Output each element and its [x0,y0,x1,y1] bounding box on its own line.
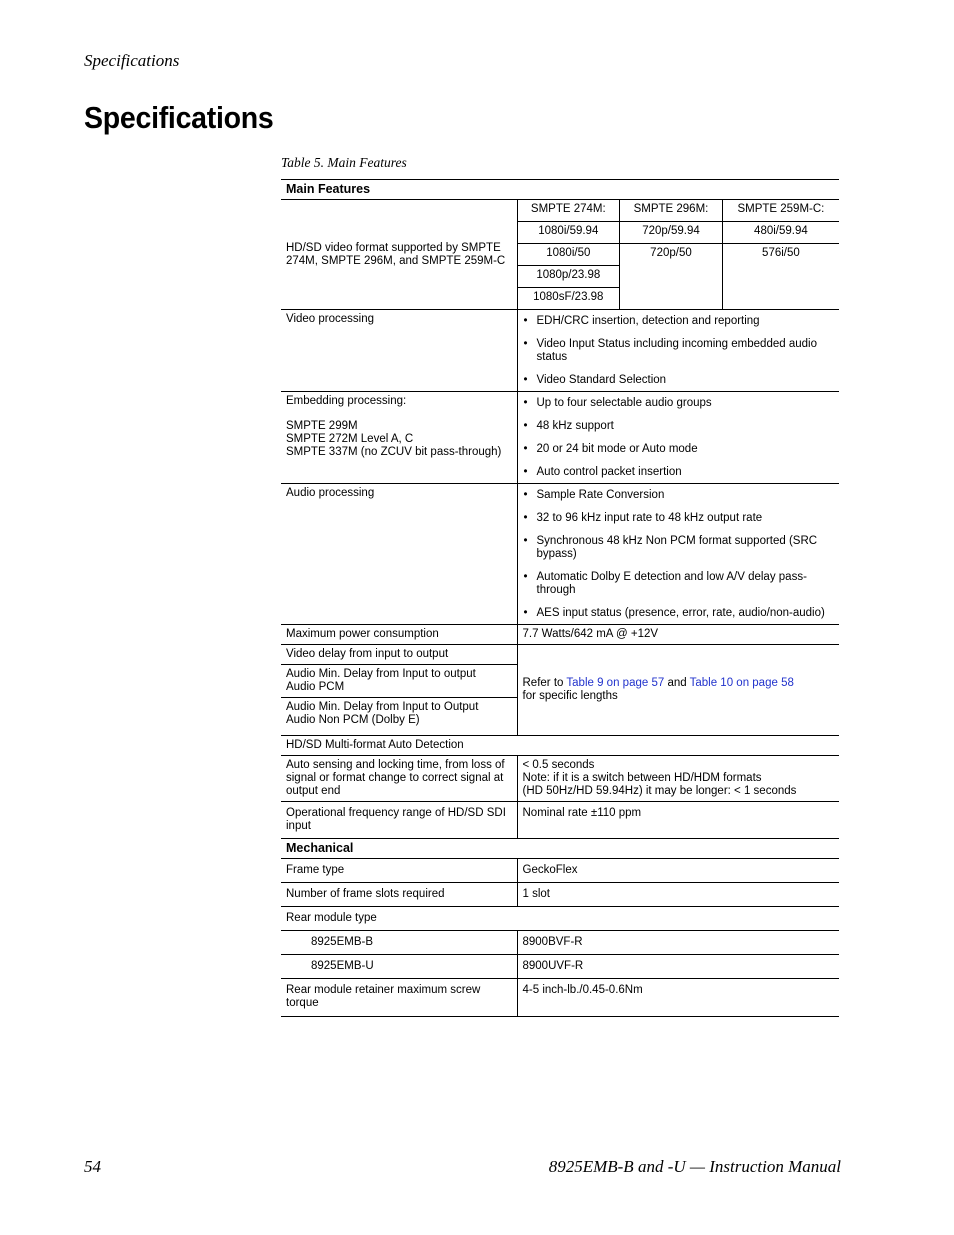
video-processing-list [523,315,835,387]
video-processing-item: • Video Input Status including incoming embedded audio status [523,338,835,364]
section-row-main [281,180,839,200]
power-value: 7.7 Watts/642 mA @ +12V [517,625,839,645]
main-features-table [281,179,839,1017]
embedding-list [523,397,835,479]
embedding-item: • Auto control packet insertion [523,466,835,479]
table-row [281,802,839,839]
audio-nonpcm-delay-line: Audio Min. Delay from Input to Output [286,701,479,713]
embedding-label-cell [281,392,517,484]
table-row [281,645,839,665]
format-column-header: SMPTE 259M-C: [722,200,839,222]
section-row-mechanical [281,839,839,859]
auto-sensing-label: Auto sensing and locking time, from loss of signal or format change to correct signal at output end [281,756,517,802]
power-label: Maximum power consumption [281,625,517,645]
audio-pcm-delay-line: Audio Min. Delay from Input to output [286,668,476,680]
table-row [281,736,839,756]
slots-label: Number of frame slots required [281,883,517,907]
embedding-standard: SMPTE 337M (no ZCUV bit pass-through) [286,446,502,458]
audio-processing-value [517,484,839,625]
auto-sensing-value [517,756,839,802]
video-format-grid [518,200,840,309]
audio-processing-item: • Automatic Dolby E detection and low A/V delay pass-through [523,571,835,597]
audio-processing-item: • Sample Rate Conversion [523,489,835,502]
module-name: 8925EMB-B [281,931,517,955]
section-title-mechanical: Mechanical [281,839,839,859]
frame-type-value: GeckoFlex [517,859,839,883]
format-cell: 1080sF/23.98 [518,288,620,310]
section-title-main: Main Features [281,180,839,200]
embedding-standard: SMPTE 272M Level A, C [286,433,414,445]
embedding-standard: SMPTE 299M [286,420,358,432]
format-cell: 1080i/50 [518,244,620,266]
module-name: 8925EMB-U [281,955,517,979]
table-row [281,310,839,392]
refer-suffix: for specific lengths [522,690,618,702]
embedding-item: • 20 or 24 bit mode or Auto mode [523,443,835,456]
audio-processing-item: • AES input status (presence, error, rate, audio/non-audio) [523,607,835,620]
table-row [281,756,839,802]
video-processing-item: • EDH/CRC insertion, detection and reporting [523,315,835,328]
format-cell: 576i/50 [722,244,839,266]
format-cell: 1080i/59.94 [518,222,620,244]
embedding-item: • 48 kHz support [523,420,835,433]
page-number: 54 [84,1157,101,1176]
freq-range-label: Operational frequency range of HD/SD SDI input [281,802,517,839]
freq-range-value: Nominal rate ±110 ppm [517,802,839,839]
rear-module-label: Rear module type [281,907,839,931]
video-format-grid-cell [517,200,839,310]
format-column-header: SMPTE 296M: [620,200,723,222]
format-cell: 720p/59.94 [620,222,723,244]
format-cell: 720p/50 [620,244,723,266]
format-cell: 1080p/23.98 [518,266,620,288]
table-row [281,625,839,645]
audio-processing-item: • Synchronous 48 kHz Non PCM format supported (SRC bypass) [523,535,835,561]
slots-value: 1 slot [517,883,839,907]
running-head: Specifications [84,51,180,70]
audio-processing-list [523,489,835,620]
video-format-label: HD/SD video format supported by SMPTE 274M, SMPTE 296M, and SMPTE 259M-C [281,200,517,310]
table-row [281,883,839,907]
video-delay-label: Video delay from input to output [281,645,517,665]
manual-title: 8925EMB-B and -U — Instruction Manual [548,1157,841,1176]
table-row [281,484,839,625]
auto-sensing-line: (HD 50Hz/HD 59.94Hz) it may be longer: < 1 seconds [522,785,797,797]
format-cell: 480i/59.94 [722,222,839,244]
audio-pcm-delay-label [281,665,517,698]
table-row [281,955,839,979]
table-row [281,200,839,310]
format-cell [620,288,723,310]
refer-prefix: Refer to [522,677,567,689]
table-caption: Table 5. Main Features [281,155,407,170]
table-9-link[interactable]: Table 9 on page 57 [566,677,665,689]
auto-detect-label: HD/SD Multi-format Auto Detection [281,736,839,756]
format-cell [620,266,723,288]
table-row [281,931,839,955]
table-row [281,392,839,484]
audio-processing-label: Audio processing [281,484,517,625]
embedding-label: Embedding processing: [286,395,407,407]
rear-module-value: 8900BVF-R [517,931,839,955]
embedding-value [517,392,839,484]
auto-sensing-line: Note: if it is a switch between HD/HDM formats [522,772,762,784]
audio-nonpcm-delay-line: Audio Non PCM (Dolby E) [286,714,420,726]
video-processing-item: • Video Standard Selection [523,374,835,387]
format-column-header: SMPTE 274M: [530,203,606,215]
table-10-link[interactable]: Table 10 on page 58 [689,677,794,689]
rear-module-value: 8900UVF-R [517,955,839,979]
format-cell [722,266,839,288]
table-row [281,859,839,883]
video-processing-label: Video processing [281,310,517,392]
embedding-item: • Up to four selectable audio groups [523,397,835,410]
refer-and: and [664,677,690,689]
torque-label: Rear module retainer maximum screw torque [281,979,517,1017]
frame-type-label: Frame type [281,859,517,883]
audio-pcm-delay-line: Audio PCM [286,681,345,693]
table-row [281,979,839,1017]
page-title: Specifications [84,100,274,135]
video-processing-value [517,310,839,392]
table-row [281,907,839,931]
audio-nonpcm-delay-label [281,698,517,736]
audio-processing-item: • 32 to 96 kHz input rate to 48 kHz output rate [523,512,835,525]
delay-reference [517,645,839,736]
torque-value: 4-5 inch-lb./0.45-0.6Nm [517,979,839,1017]
auto-sensing-line: < 0.5 seconds [522,759,595,771]
format-cell [722,288,839,310]
